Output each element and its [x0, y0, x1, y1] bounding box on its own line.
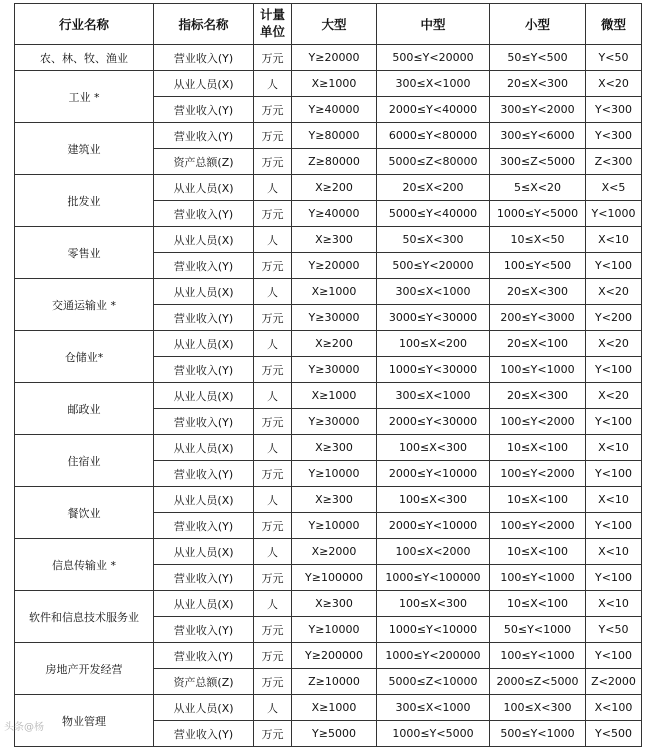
- large-cell: X≥300: [292, 227, 377, 253]
- small-cell: 1000≤Y<5000: [490, 201, 586, 227]
- large-cell: X≥1000: [292, 71, 377, 97]
- industry-name-cell: 批发业: [15, 175, 154, 227]
- unit-cell: 万元: [254, 201, 292, 227]
- large-cell: X≥1000: [292, 695, 377, 721]
- unit-cell: 万元: [254, 617, 292, 643]
- micro-cell: X<5: [586, 175, 642, 201]
- small-cell: 300≤Y<2000: [490, 97, 586, 123]
- indicator-cell: 从业人员(X): [154, 227, 254, 253]
- micro-cell: Y<100: [586, 643, 642, 669]
- indicator-cell: 从业人员(X): [154, 435, 254, 461]
- table-header-row: [15, 4, 642, 45]
- unit-cell: 人: [254, 175, 292, 201]
- medium-cell: 500≤Y<20000: [377, 253, 490, 279]
- medium-cell: 20≤X<200: [377, 175, 490, 201]
- industry-name-cell: 零售业: [15, 227, 154, 279]
- large-cell: X≥300: [292, 487, 377, 513]
- indicator-cell: 从业人员(X): [154, 331, 254, 357]
- large-cell: X≥1000: [292, 279, 377, 305]
- table-row: [15, 643, 642, 669]
- indicator-cell: 营业收入(Y): [154, 123, 254, 149]
- header-large: 大型: [292, 4, 377, 45]
- indicator-cell: 营业收入(Y): [154, 305, 254, 331]
- large-cell: X≥300: [292, 435, 377, 461]
- indicator-cell: 从业人员(X): [154, 71, 254, 97]
- medium-cell: 1000≤Y<5000: [377, 721, 490, 747]
- small-cell: 20≤X<100: [490, 331, 586, 357]
- small-cell: 100≤Y<500: [490, 253, 586, 279]
- unit-cell: 万元: [254, 149, 292, 175]
- micro-cell: X<20: [586, 383, 642, 409]
- large-cell: X≥1000: [292, 383, 377, 409]
- industry-name-cell: 农、林、牧、渔业: [15, 45, 154, 71]
- header-indicator: 指标名称: [154, 4, 254, 45]
- indicator-cell: 从业人员(X): [154, 695, 254, 721]
- unit-cell: 万元: [254, 253, 292, 279]
- large-cell: X≥200: [292, 175, 377, 201]
- micro-cell: X<20: [586, 279, 642, 305]
- small-cell: 20≤X<300: [490, 279, 586, 305]
- indicator-cell: 营业收入(Y): [154, 357, 254, 383]
- micro-cell: X<10: [586, 591, 642, 617]
- micro-cell: Y<100: [586, 461, 642, 487]
- medium-cell: 1000≤Y<30000: [377, 357, 490, 383]
- micro-cell: X<10: [586, 227, 642, 253]
- industry-name-cell: 邮政业: [15, 383, 154, 435]
- unit-cell: 万元: [254, 45, 292, 71]
- medium-cell: 100≤X<2000: [377, 539, 490, 565]
- medium-cell: 5000≤Z<10000: [377, 669, 490, 695]
- micro-cell: X<100: [586, 695, 642, 721]
- small-cell: 300≤Z<5000: [490, 149, 586, 175]
- table-row: [15, 331, 642, 357]
- industry-name-cell: 仓储业*: [15, 331, 154, 383]
- large-cell: Y≥5000: [292, 721, 377, 747]
- medium-cell: 100≤X<300: [377, 591, 490, 617]
- small-cell: 300≤Y<6000: [490, 123, 586, 149]
- table-row: [15, 227, 642, 253]
- indicator-cell: 营业收入(Y): [154, 617, 254, 643]
- small-cell: 200≤Y<3000: [490, 305, 586, 331]
- micro-cell: Y<100: [586, 565, 642, 591]
- small-cell: 50≤Y<500: [490, 45, 586, 71]
- unit-cell: 万元: [254, 669, 292, 695]
- unit-cell: 万元: [254, 357, 292, 383]
- industry-name-cell: 软件和信息技术服务业: [15, 591, 154, 643]
- micro-cell: Y<1000: [586, 201, 642, 227]
- large-cell: Y≥20000: [292, 253, 377, 279]
- unit-cell: 人: [254, 591, 292, 617]
- table-body: [15, 45, 642, 747]
- medium-cell: 5000≤Z<80000: [377, 149, 490, 175]
- unit-cell: 人: [254, 435, 292, 461]
- micro-cell: Y<500: [586, 721, 642, 747]
- indicator-cell: 从业人员(X): [154, 591, 254, 617]
- micro-cell: X<20: [586, 331, 642, 357]
- medium-cell: 300≤X<1000: [377, 383, 490, 409]
- indicator-cell: 营业收入(Y): [154, 45, 254, 71]
- table-row: [15, 45, 642, 71]
- industry-name-cell: 餐饮业: [15, 487, 154, 539]
- indicator-cell: 营业收入(Y): [154, 513, 254, 539]
- table-row: [15, 279, 642, 305]
- large-cell: Y≥10000: [292, 513, 377, 539]
- indicator-cell: 营业收入(Y): [154, 565, 254, 591]
- indicator-cell: 资产总额(Z): [154, 149, 254, 175]
- medium-cell: 1000≤Y<100000: [377, 565, 490, 591]
- small-cell: 10≤X<100: [490, 539, 586, 565]
- small-cell: 5≤X<20: [490, 175, 586, 201]
- unit-cell: 人: [254, 383, 292, 409]
- indicator-cell: 营业收入(Y): [154, 721, 254, 747]
- medium-cell: 100≤X<200: [377, 331, 490, 357]
- medium-cell: 300≤X<1000: [377, 279, 490, 305]
- medium-cell: 1000≤Y<10000: [377, 617, 490, 643]
- unit-cell: 人: [254, 331, 292, 357]
- unit-cell: 人: [254, 279, 292, 305]
- large-cell: Y≥100000: [292, 565, 377, 591]
- header-unit: 计量单位: [254, 4, 292, 45]
- medium-cell: 1000≤Y<200000: [377, 643, 490, 669]
- medium-cell: 50≤X<300: [377, 227, 490, 253]
- indicator-cell: 从业人员(X): [154, 539, 254, 565]
- small-cell: 20≤X<300: [490, 71, 586, 97]
- indicator-cell: 营业收入(Y): [154, 253, 254, 279]
- large-cell: Y≥30000: [292, 305, 377, 331]
- header-micro: 微型: [586, 4, 642, 45]
- indicator-cell: 从业人员(X): [154, 279, 254, 305]
- small-cell: 100≤X<300: [490, 695, 586, 721]
- industry-name-cell: 房地产开发经营: [15, 643, 154, 695]
- micro-cell: Y<100: [586, 409, 642, 435]
- unit-cell: 万元: [254, 513, 292, 539]
- indicator-cell: 营业收入(Y): [154, 643, 254, 669]
- indicator-cell: 资产总额(Z): [154, 669, 254, 695]
- micro-cell: Y<300: [586, 97, 642, 123]
- industry-name-cell: 物业管理: [15, 695, 154, 747]
- medium-cell: 300≤X<1000: [377, 695, 490, 721]
- medium-cell: 2000≤Y<30000: [377, 409, 490, 435]
- indicator-cell: 营业收入(Y): [154, 97, 254, 123]
- small-cell: 10≤X<100: [490, 591, 586, 617]
- indicator-cell: 从业人员(X): [154, 487, 254, 513]
- table-row: [15, 383, 642, 409]
- large-cell: X≥2000: [292, 539, 377, 565]
- large-cell: X≥200: [292, 331, 377, 357]
- header-medium: 中型: [377, 4, 490, 45]
- small-cell: 10≤X<50: [490, 227, 586, 253]
- large-cell: Y≥40000: [292, 201, 377, 227]
- large-cell: Y≥30000: [292, 409, 377, 435]
- micro-cell: Y<100: [586, 357, 642, 383]
- small-cell: 500≤Y<1000: [490, 721, 586, 747]
- table-row: [15, 175, 642, 201]
- micro-cell: Z<300: [586, 149, 642, 175]
- medium-cell: 6000≤Y<80000: [377, 123, 490, 149]
- small-cell: 10≤X<100: [490, 487, 586, 513]
- micro-cell: Y<300: [586, 123, 642, 149]
- large-cell: Y≥10000: [292, 617, 377, 643]
- industry-name-cell: 住宿业: [15, 435, 154, 487]
- table-row: [15, 487, 642, 513]
- medium-cell: 300≤X<1000: [377, 71, 490, 97]
- header-industry: 行业名称: [15, 4, 154, 45]
- unit-cell: 万元: [254, 123, 292, 149]
- medium-cell: 2000≤Y<10000: [377, 461, 490, 487]
- medium-cell: 500≤Y<20000: [377, 45, 490, 71]
- small-cell: 10≤X<100: [490, 435, 586, 461]
- large-cell: Y≥200000: [292, 643, 377, 669]
- medium-cell: 100≤X<300: [377, 487, 490, 513]
- table-row: [15, 71, 642, 97]
- indicator-cell: 从业人员(X): [154, 175, 254, 201]
- small-cell: 20≤X<300: [490, 383, 586, 409]
- large-cell: Y≥10000: [292, 461, 377, 487]
- large-cell: Y≥40000: [292, 97, 377, 123]
- micro-cell: Z<2000: [586, 669, 642, 695]
- unit-cell: 万元: [254, 643, 292, 669]
- unit-cell: 万元: [254, 565, 292, 591]
- micro-cell: Y<100: [586, 513, 642, 539]
- unit-cell: 万元: [254, 97, 292, 123]
- micro-cell: Y<50: [586, 617, 642, 643]
- large-cell: Y≥30000: [292, 357, 377, 383]
- unit-cell: 万元: [254, 409, 292, 435]
- large-cell: X≥300: [292, 591, 377, 617]
- medium-cell: 5000≤Y<40000: [377, 201, 490, 227]
- small-cell: 100≤Y<1000: [490, 643, 586, 669]
- unit-cell: 万元: [254, 305, 292, 331]
- small-cell: 100≤Y<2000: [490, 461, 586, 487]
- large-cell: Z≥10000: [292, 669, 377, 695]
- industry-name-cell: 交通运输业 *: [15, 279, 154, 331]
- micro-cell: X<10: [586, 435, 642, 461]
- unit-cell: 万元: [254, 721, 292, 747]
- micro-cell: Y<100: [586, 253, 642, 279]
- small-cell: 100≤Y<1000: [490, 357, 586, 383]
- table-row: [15, 695, 642, 721]
- small-cell: 50≤Y<1000: [490, 617, 586, 643]
- table-row: [15, 435, 642, 461]
- unit-cell: 人: [254, 539, 292, 565]
- micro-cell: X<10: [586, 539, 642, 565]
- micro-cell: X<20: [586, 71, 642, 97]
- unit-cell: 人: [254, 227, 292, 253]
- micro-cell: Y<50: [586, 45, 642, 71]
- large-cell: Y≥20000: [292, 45, 377, 71]
- medium-cell: 2000≤Y<10000: [377, 513, 490, 539]
- table-row: [15, 591, 642, 617]
- small-cell: 2000≤Z<5000: [490, 669, 586, 695]
- table-row: [15, 539, 642, 565]
- micro-cell: Y<200: [586, 305, 642, 331]
- medium-cell: 100≤X<300: [377, 435, 490, 461]
- indicator-cell: 营业收入(Y): [154, 409, 254, 435]
- small-cell: 100≤Y<2000: [490, 409, 586, 435]
- micro-cell: X<10: [586, 487, 642, 513]
- unit-cell: 人: [254, 71, 292, 97]
- large-cell: Y≥80000: [292, 123, 377, 149]
- small-cell: 100≤Y<2000: [490, 513, 586, 539]
- medium-cell: 3000≤Y<30000: [377, 305, 490, 331]
- large-cell: Z≥80000: [292, 149, 377, 175]
- indicator-cell: 营业收入(Y): [154, 201, 254, 227]
- industry-name-cell: 建筑业: [15, 123, 154, 175]
- medium-cell: 2000≤Y<40000: [377, 97, 490, 123]
- unit-cell: 人: [254, 487, 292, 513]
- watermark: 头条@杨: [4, 722, 44, 733]
- industry-name-cell: 信息传输业 *: [15, 539, 154, 591]
- table-row: [15, 123, 642, 149]
- industry-name-cell: 工业 *: [15, 71, 154, 123]
- indicator-cell: 从业人员(X): [154, 383, 254, 409]
- header-small: 小型: [490, 4, 586, 45]
- unit-cell: 万元: [254, 461, 292, 487]
- unit-cell: 人: [254, 695, 292, 721]
- indicator-cell: 营业收入(Y): [154, 461, 254, 487]
- enterprise-size-table: [14, 3, 642, 747]
- small-cell: 100≤Y<1000: [490, 565, 586, 591]
